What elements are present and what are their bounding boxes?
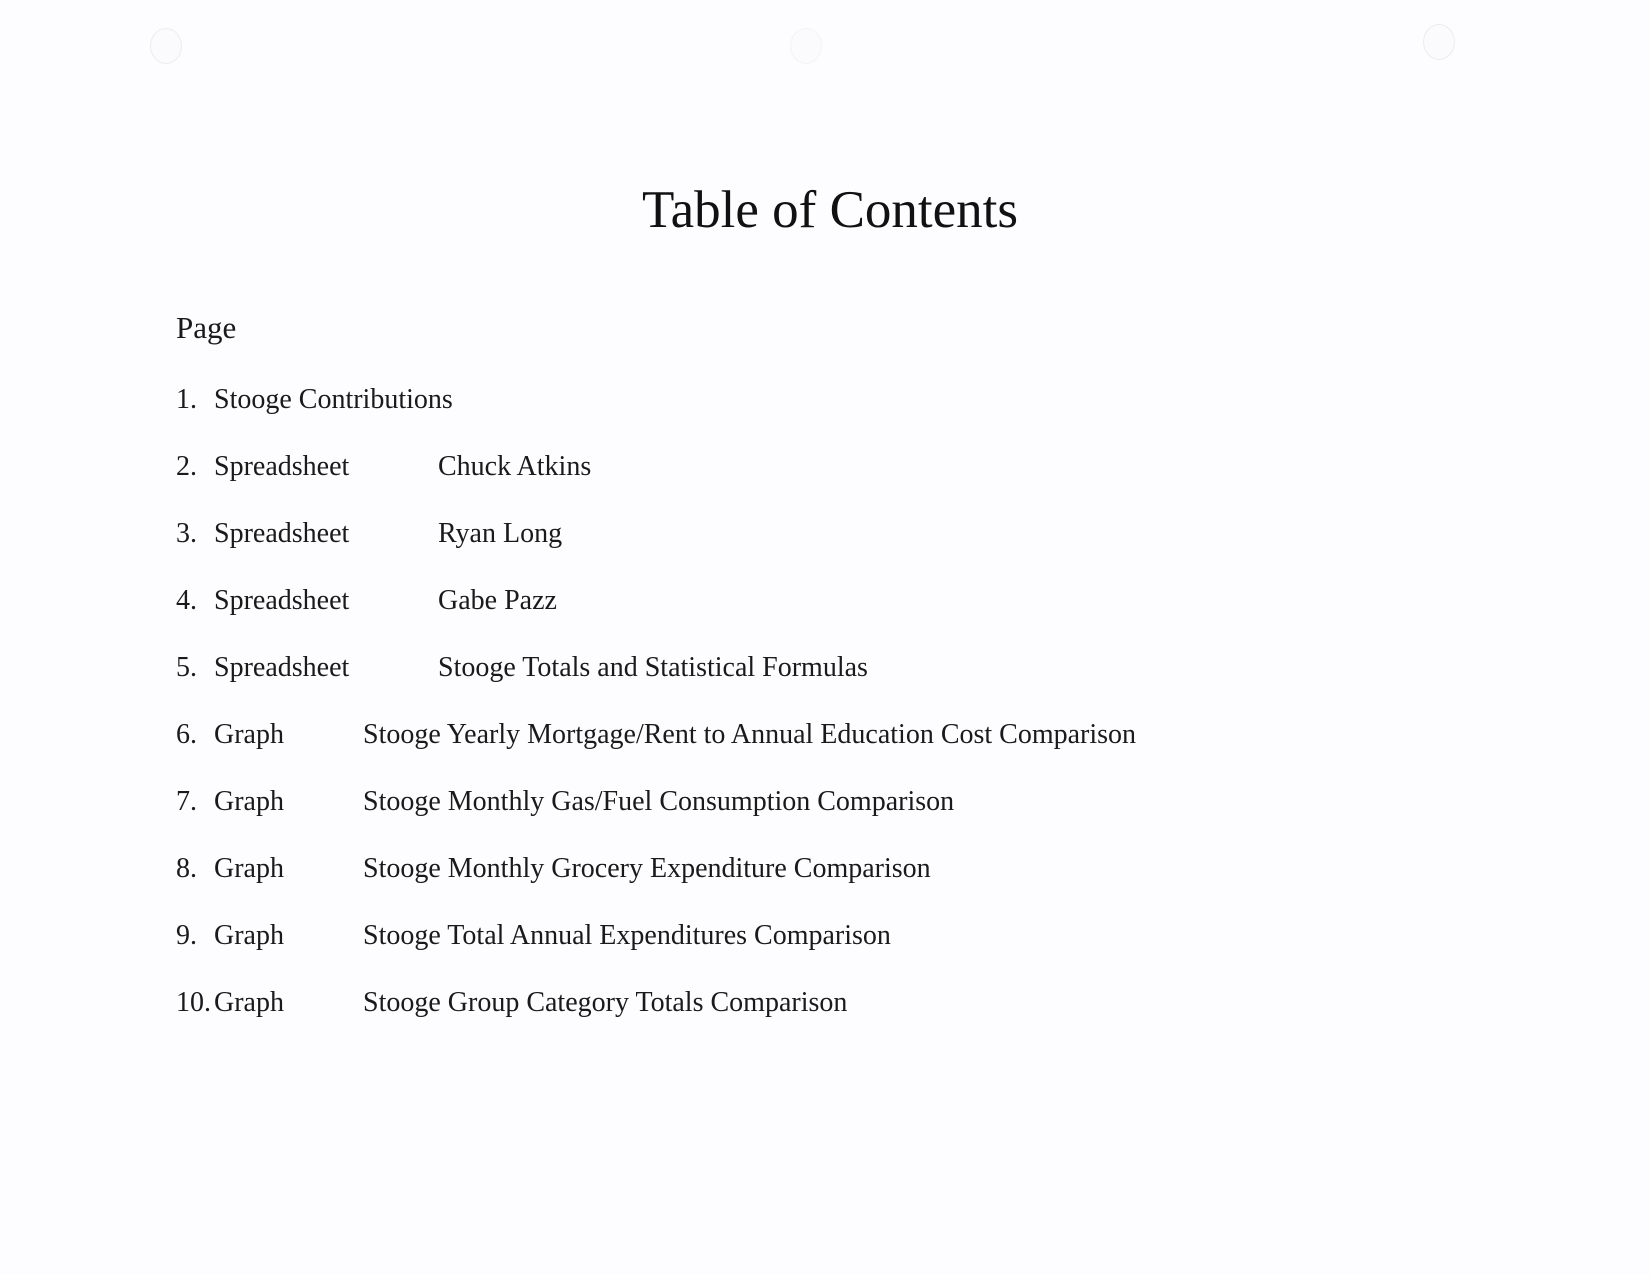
toc-item-description: Stooge Total Annual Expenditures Comparison xyxy=(363,920,891,951)
punch-hole-left xyxy=(150,28,182,64)
toc-item-type: Graph xyxy=(214,719,284,750)
toc-item-type: Spreadsheet xyxy=(214,652,350,683)
toc-item-number: 8. xyxy=(176,853,197,884)
punch-hole-center xyxy=(790,28,822,64)
toc-item-description: Ryan Long xyxy=(438,518,563,549)
toc-item-description: Chuck Atkins xyxy=(438,451,592,482)
toc-item-number: 6. xyxy=(176,719,197,750)
toc-item-number: 7. xyxy=(176,786,197,817)
toc-item-type: Graph xyxy=(214,987,284,1018)
toc-item-description: Stooge Monthly Gas/Fuel Consumption Comparison xyxy=(363,786,955,817)
toc-item-type: Spreadsheet xyxy=(214,451,350,482)
toc-item-description: Stooge Totals and Statistical Formulas xyxy=(438,652,868,683)
toc-item-number: 1. xyxy=(176,384,197,415)
toc-item-number: 10. xyxy=(176,987,211,1018)
toc-item-description: Stooge Monthly Grocery Expenditure Comparison xyxy=(363,853,931,884)
toc-item-description: Gabe Pazz xyxy=(438,585,557,616)
page-title: Table of Contents xyxy=(641,181,1019,239)
toc-item-number: 4. xyxy=(176,585,197,616)
toc-item-type: Graph xyxy=(214,853,284,884)
punch-hole-right xyxy=(1423,24,1455,60)
toc-item-description: Stooge Group Category Totals Comparison xyxy=(363,987,848,1018)
toc-item-type: Spreadsheet xyxy=(214,585,350,616)
toc-item-number: 9. xyxy=(176,920,197,951)
page-column-label: Page xyxy=(176,310,237,345)
toc-item-type: Graph xyxy=(214,920,284,951)
toc-item-type: Spreadsheet xyxy=(214,518,350,549)
toc-item-number: 2. xyxy=(176,451,197,482)
toc-item-description: Stooge Yearly Mortgage/Rent to Annual Education Cost Comparison xyxy=(363,719,1137,750)
toc-item-type: Graph xyxy=(214,786,284,817)
toc-item-number: 3. xyxy=(176,518,197,549)
toc-item-type: Stooge Contributions xyxy=(214,384,453,415)
toc-item-number: 5. xyxy=(176,652,197,683)
